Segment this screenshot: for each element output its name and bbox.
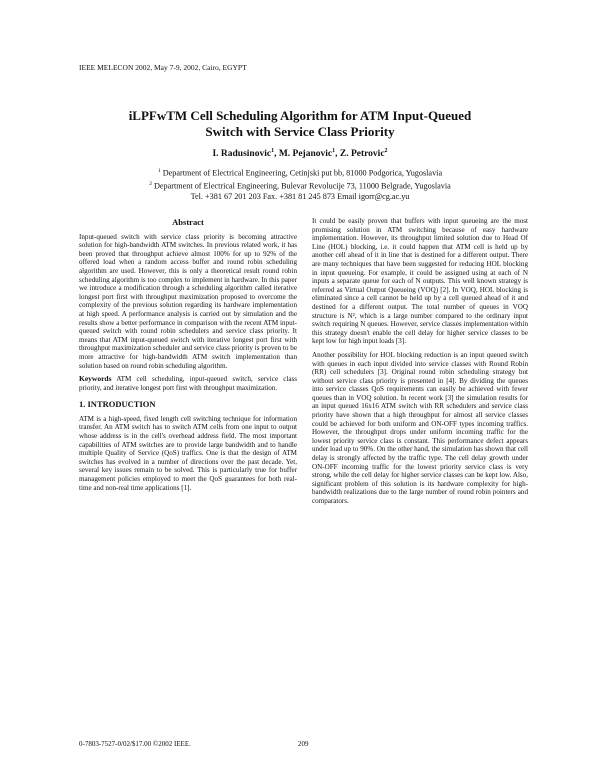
author-2-affil-mark: 1 [332,148,336,154]
keywords-paragraph [79,375,297,392]
introduction-heading: 1. INTRODUCTION [79,399,156,410]
affiliation-1-mark: 1 [157,168,161,174]
left-column [79,218,297,497]
title-line-2: Switch with Service Class Priority [205,124,395,139]
keywords-text: ATM cell scheduling, input-queued switch, service class priority, and iterative longest port first with throughput maximization. [79,375,297,392]
page-number: 209 [298,740,309,748]
affiliation-2-text: Department of Electrical Engineering, Bulevar Revolucije 73, 11000 Belgrade, Yugoslavia [154,181,451,191]
author-1-affil-mark: 1 [271,148,275,154]
abstract-heading: Abstract [172,217,204,227]
affiliations [60,166,540,202]
conference-header: IEEE MELECON 2002, May 7-9, 2002, Cairo, EGYPT [79,63,247,72]
affiliation-1-text: Department of Electrical Engineering, Cetinjski put bb, 81000 Podgorica, Yugoslavia [162,168,443,178]
affiliation-1 [60,166,540,179]
introduction-text: ATM is a high-speed, fixed length cell switching technique for information transfer. An ATM switch has to switch ATM cells from one input to output whose address is in the cell's overhead address field. The most important capabilities of ATM switches are to provide large bandwidth and to handle multiple Quality of Service (QoS) traffics. One is that the design of ATM switches has evolved in a number of directions over the past decade. Yet, several key issues remain to be solved. This is particularly true for buffer management policies employed to meet the QoS guarantees for both real-time and non-real time applications [1]. [79,414,297,492]
author-3: Z. Petrovic [339,149,385,160]
author-list: I. Radusinovic$^1$, M. Pejanovic$^1$, Z. Petrovic$^2$ [212,148,388,160]
affiliation-2-mark: 2 [149,180,152,187]
right-paragraph-2: Another possibility for HOL blocking reduction is an input queued switch with queues in each input divided into service classes with Round Robin (RR) cell schedulers [3]. Original round robin scheduling strategy but without service class priority is presented in [4]. By dividing the queues into service classes QoS requirements can easily be achieved with fewer queues than in VOQ solution. In recent work [3] the simulation results for an input queued 16x16 ATM switch with RR schedulers and service class priority have shown that a high throughput for almost all service classes could be achieved for both uniform and ON-OFF types incoming traffics. However, the throughput drops under uniform incoming traffic for the lowest priority service class is constant. This performance defect appears under load up to 90%. On the other hand, the simulation has shown that cell delay is strongly affected by the traffic type. The cell delay growth under ON-OFF incoming traffic for the lowest priority service class is very strong, while the cell delay for higher service classes can be kept low. Also, significant problem of this solution is its hardware complexity for high-bandwidth realizations due to the large number of round robin pointers and comparators. [312,350,528,505]
affiliation-2 [60,179,540,192]
author-3-affil-mark: 2 [384,148,388,154]
abstract-text: Input-queued switch with service class priority is becoming attractive solution for high-bandwidth ATM switches. In previous related work, it has been proved that throughput achieve almost 100% for up to 92% of the offered load when a random access buffer and round robin scheduling algorithm are used. However, this is only a theoretical result round robin scheduling algorithm is too complex to implement in hardware. In this paper we introduce a modification through a scheduling algorithm called iterative longest port first with throughput maximization proposed to overcome the complexity of the previous solution regarding its hardware implementation at high speed. A performance analysis is carried out by simulation and the results show a better performance in comparison with the recent ATM input-queued switch with round robin schedulers and service class priority. It means that ATM input-queued switch with iterative longest port first with throughput maximization scheduler and service class priority is proven to be more attractive for high-bandwidth ATM switch implementation than solution based on round robin scheduling algorithm. [79,232,297,370]
right-column [312,217,528,511]
copyright-line: 0-7803-7527-0/02/$17.00 ©2002 IEEE. [79,740,191,748]
keywords-label: Keywords [79,374,112,384]
contact-line: Tel. +381 67 201 203 Fax. +381 81 245 873 Email igorr@cg.ac.yu [190,192,410,202]
author-1: I. Radusinovic [212,149,272,160]
paper-title [60,108,540,140]
right-paragraph-1: It could be easily proven that buffers with input queueing are the most promising solution in ATM switching because of easy hardware implementation. However, its throughput limited solution due to Head Of Line (HOL) blocking, i.e. it could happen that ATM cell is held up by another cell ahead of it in line that is destined for a different output. There are many techniques that have been suggested for reducing HOL blocking in input queueing. For example, it could be assigned using at each of N inputs a separate queue for each of N outputs. This well known strategy is referred as Virtual Output Queueing (VOQ) [2]. In VOQ, HOL blocking is eliminated since a cell cannot be held up by a cell queued ahead of it and destined for a different output. The total number of queues in VOQ structure is N², which is a large number compared to the ordinary input switch requiring N queues. However, service classes implementation within this strategy doesn't enable the cell delay for higher service classes to be kept low for high input loads [3]. [312,217,528,346]
author-2: M. Pejanovic [278,149,333,160]
title-line-1: iLPFwTM Cell Scheduling Algorithm for ATM Input-Queued [128,108,472,123]
